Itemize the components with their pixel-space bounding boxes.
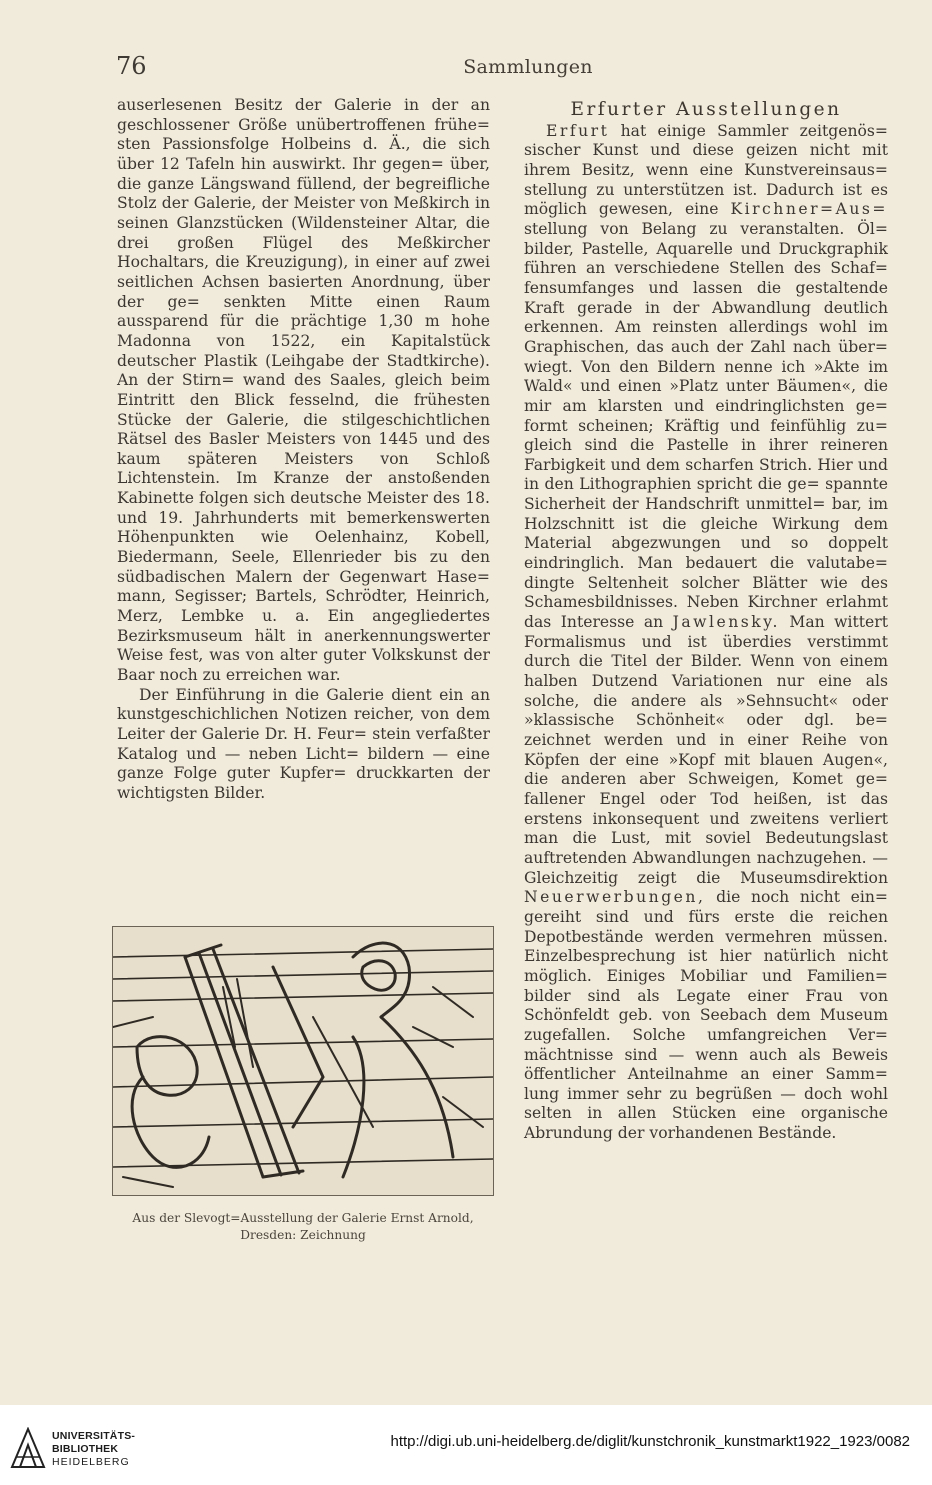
- text-run: Man wittert Formalismus und ist überdies verstimmt durch die Titel der Bilder. Wenn von einem halben Dutzend Variationen nur eine als solche, die andere als »Sehnsucht« oder »klassische Schönheit« oder dgl. be= zeichnet werden und in einer Reihe von Köpfen der eine »Kopf mit blauen Augen«, die anderen aber Schweigen, Komet ge= fallener Engel oder Tod heißen, ist das erstens inkonsequent und zweitens verliert man die Lust, mit soviel Bedeutungslast auftretenden Abwandlungen nachzugehen. — Gleichzeitig zeigt die Museumsdirektion: [524, 613, 888, 887]
- text-run: die noch nicht ein= gereiht sind und fürs erste die reichen Depotbestände werden vermehren müssen. Einzelbesprechung ist hier natürlich nicht möglich. Einiges Mobiliar und Familien= bilder sind als Legate einer Frau von Schönfeldt geb. von Seebach dem Museum zugefallen. Solche umfangreichen Ver= mächtnisse sind — wenn auch als Beweis öffentlicher Anteilnahme an einer Samm= lung immer sehr zu begrüßen — doch wohl selten in allen Stücken eine organische Abrundung der vorhandenen Bestände.: [524, 888, 888, 1143]
- footer-bar: [0, 1405, 932, 1485]
- library-name-line-2: BIBLIOTHEK: [52, 1443, 119, 1455]
- spaced-text: Jawlensky.: [672, 613, 780, 632]
- library-logo-icon: [10, 1427, 46, 1469]
- drawing-sketch: [113, 927, 493, 1195]
- library-name-line-3: HEIDELBERG: [52, 1456, 130, 1468]
- left-paragraph-1: auserlesenen Besitz der Galerie in der an geschlossener Größe unübertroffenen frühe= sten Passionsfolge Holbeins d. Ä., die sich über 12 Tafeln hin auswirkt. Ihr gegen= über, die ganze Längswand füllend, der begreifliche Stolz der Galerie, der Meister von Meßkirch in seinen Glanzstücken (Wildensteiner Altar, die drei großen Flügel des Meßkircher Hochaltars, die Kreuzigung), in einer auf zwei seitlichen Achsen basierten Anordnung, über der ge= senkten Mitte einen Raum aussparend für die prächtige 1,30 m hohe Madonna von 1522, ein Kapitalstück deutscher Plastik (Leihgabe der Stadtkirche). An der Stirn= wand des Saales, gleich beim Eintritt den Blick fesselnd, die frühesten Stücke der Galerie, die stilgeschichtlichen Rätsel des Basler Meisters von 1445 und des kaum späteren Meisters von Schloß Lichtenstein. Im Kranze der anstoßenden Kabinette folgen sich deutsche Meister des 18. und 19. Jahrhunderts mit bemerkenswerten Höhenpunkten wie Oelenhainz, Kobell, Biedermann, Seele, Ellenrieder bis zu den südbadischen Malern der Gegenwart Hase= mann, Segisser; Bartels, Schrödter, Heinrich, Merz, Lembke u. a. Ein angegliedertes Bezirksmuseum hält in anerkennungswerter Weise fest, was von alter guter Volkskunst der Baar noch zu erreichen war.: [117, 96, 490, 685]
- text-run: stellung von Belang zu veranstalten. Öl= bilder, Pastelle, Aquarelle und Druckgraphik führen an verschiedene Stellen des Schaf= fensumfanges und lassen die gestaltende Kraft gerade in der Abwandlung deutlich erkennen. Am reinsten allerdings wohl im Graphischen, das auch der Zahl nach über= wiegt. Von den Bildern nenne ich »Akte im Wald« und einen »Platz unter Bäumen«, die mir am klarsten und eindringlichsten ge= formt scheinen; Kräftig und feinfühlig zu= gleich sind die Pastelle in ihrer reineren Farbigkeit und dem scharfen Strich. Hier und in den Lithographien spricht die ge= spannte Sicherheit der Handschrift unmittel= bar, im Holzschnitt ist die gleiche Wirkung dem Material abgezwungen und so doppelt eindringlich. Man bedauert die valutabe= dingte Seltenheit solcher Blätter wie des Schamesbildnisses. Neben Kirchner erlahmt das Interesse an: [524, 219, 888, 632]
- illustration-drawing: [112, 926, 494, 1196]
- caption-line-1: Aus der Slevogt=Ausstellung der Galerie Ernst Arnold,: [132, 1211, 474, 1225]
- right-column: [524, 96, 888, 1144]
- spaced-text: Erfurt: [546, 121, 610, 140]
- source-url-link[interactable]: http://digi.ub.uni-heidelberg.de/diglit/kunstchronik_kunstmarkt1922_1923/0082: [390, 1433, 910, 1450]
- running-head: Sammlungen: [463, 56, 593, 78]
- page-number: 76: [116, 52, 147, 80]
- right-paragraph: [524, 122, 888, 1144]
- spaced-text: Neuerwerbungen,: [524, 888, 706, 907]
- section-title: Erfurter Ausstellungen: [570, 99, 842, 120]
- left-paragraph-2: Der Einführung in die Galerie dient ein an kunstgeschichlichen Notizen reicher, von dem Leiter der Galerie Dr. H. Feur= stein verfaßter Katalog und — neben Licht= bildern — eine ganze Folge guter Kupfer= druckkarten der wichtigsten Bilder.: [117, 685, 490, 802]
- caption-line-2: Dresden: Zeichnung: [240, 1227, 366, 1242]
- figure-caption: [112, 1210, 494, 1243]
- left-column: [117, 96, 490, 804]
- library-name-line-1: UNIVERSITÄTS-: [52, 1430, 136, 1442]
- spaced-text: Kirchner=Aus=: [730, 200, 888, 219]
- text-run: hat einige Sammler zeitgenös= sischer Kunst und diese geizen nicht mit ihrem Besitz, wenn eine Kunstvereinsaus= stellung zu unterstützen ist. Dadurch ist es möglich gewesen, eine: [524, 121, 888, 219]
